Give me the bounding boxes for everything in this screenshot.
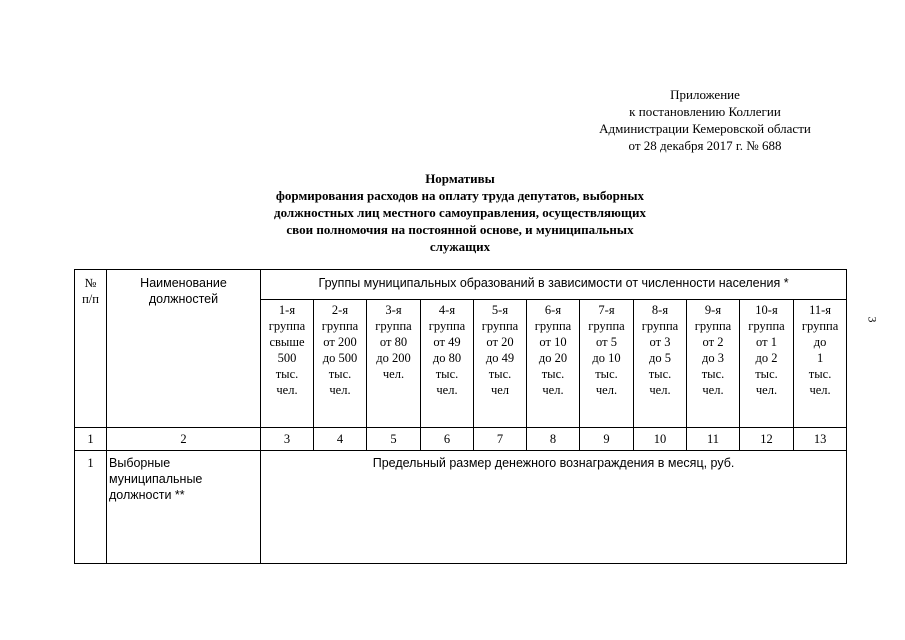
- group-line: чел.: [382, 367, 405, 381]
- group-line: тыс.: [648, 367, 672, 381]
- group-line: 10-я: [755, 303, 778, 317]
- group-line: тыс.: [701, 367, 725, 381]
- norms-table: [74, 269, 847, 564]
- group-line: 7-я: [598, 303, 615, 317]
- group-line: 6-я: [544, 303, 562, 317]
- group-line: группа: [375, 319, 412, 333]
- group-cell-7: [580, 300, 634, 428]
- group-line: от 3: [649, 335, 671, 349]
- group-line: группа: [748, 319, 785, 333]
- group-line: чел.: [702, 383, 724, 397]
- column-number: 5: [367, 428, 421, 451]
- title-line: формирования расходов на оплату труда депутатов, выборных: [275, 188, 645, 203]
- group-line: группа: [534, 319, 572, 333]
- column-number: 2: [107, 428, 261, 451]
- column-number: 9: [580, 428, 634, 451]
- group-line: до 80: [432, 351, 462, 365]
- group-cell-5: [474, 300, 527, 428]
- group-line: чел.: [649, 383, 671, 397]
- group-cell-6: [527, 300, 580, 428]
- group-line: до 2: [755, 351, 778, 365]
- group-line: группа: [481, 319, 519, 333]
- group-line: 9-я: [704, 303, 722, 317]
- group-line: от 1: [756, 335, 777, 349]
- group-cell-10: [740, 300, 794, 428]
- group-line: группа: [694, 319, 732, 333]
- group-line: тыс.: [755, 367, 778, 381]
- appendix-line: от 28 декабря 2017 г. № 688: [628, 138, 782, 153]
- group-line: 1-я: [278, 303, 296, 317]
- col-number-header: [75, 270, 107, 428]
- group-line: тыс.: [488, 367, 512, 381]
- column-number: 7: [474, 428, 527, 451]
- group-line: до 10: [592, 351, 621, 365]
- group-line: группа: [428, 319, 466, 333]
- group-line: 500: [277, 351, 297, 365]
- position-name-line: муниципальные: [109, 472, 203, 486]
- groups-header: Группы муниципальных образований в зависимости от численности населения *: [261, 270, 847, 300]
- position-name-line: Выборные: [109, 456, 171, 470]
- group-line: тыс.: [275, 367, 299, 381]
- group-line: тыс.: [808, 367, 832, 381]
- group-line: чел.: [542, 383, 564, 397]
- position-name-line: должности **: [109, 488, 185, 502]
- group-line: чел.: [809, 383, 831, 397]
- group-line: до 5: [649, 351, 671, 365]
- group-line: до 200: [376, 351, 411, 365]
- header-line: п/п: [82, 292, 99, 306]
- col-name-header: [107, 270, 261, 428]
- group-cell-8: [634, 300, 687, 428]
- appendix-line: Администрации Кемеровской области: [599, 121, 811, 136]
- group-line: до 20: [538, 351, 568, 365]
- title-line: Нормативы: [425, 171, 495, 186]
- column-number: 8: [527, 428, 580, 451]
- column-number: 13: [794, 428, 847, 451]
- group-line: чел.: [595, 383, 618, 397]
- header-line: Наименование: [140, 276, 227, 290]
- group-cell-9: [687, 300, 740, 428]
- group-line: 3-я: [385, 303, 402, 317]
- position-name: [107, 451, 261, 564]
- group-line: от 200: [323, 335, 357, 349]
- column-number: 11: [687, 428, 740, 451]
- group-line: от 80: [379, 335, 408, 349]
- group-line: тыс.: [541, 367, 565, 381]
- title-line: служащих: [429, 239, 491, 254]
- group-line: от 5: [596, 335, 617, 349]
- table-header-row: [75, 270, 847, 300]
- group-line: чел: [490, 383, 510, 397]
- group-line: чел.: [329, 383, 351, 397]
- group-line: от 49: [433, 335, 461, 349]
- title-line: должностных лиц местного самоуправления, осуществляющих: [274, 205, 646, 220]
- group-line: группа: [801, 319, 839, 333]
- group-line: тыс.: [595, 367, 618, 381]
- group-line: до 3: [702, 351, 724, 365]
- group-line: до 500: [322, 351, 358, 365]
- group-line: чел.: [436, 383, 458, 397]
- document-title: [200, 170, 720, 255]
- header-line: №: [84, 276, 97, 290]
- table-row: [75, 451, 847, 564]
- column-number: 10: [634, 428, 687, 451]
- group-line: тыс.: [435, 367, 459, 381]
- group-cell-3: [367, 300, 421, 428]
- column-number: 6: [421, 428, 474, 451]
- column-number: 1: [75, 428, 107, 451]
- appendix-block: [560, 86, 850, 154]
- group-line: от 2: [702, 335, 724, 349]
- column-numbers-row: [75, 428, 847, 451]
- column-number: 4: [314, 428, 367, 451]
- group-cell-2: [314, 300, 367, 428]
- group-line: группа: [588, 319, 625, 333]
- column-number: 12: [740, 428, 794, 451]
- group-cell-1: [261, 300, 314, 428]
- group-cell-4: [421, 300, 474, 428]
- page-number: 3: [865, 316, 880, 323]
- group-cell-11: [794, 300, 847, 428]
- title-line: свои полномочия на постоянной основе, и муниципальных: [286, 222, 634, 237]
- group-line: от 20: [486, 335, 514, 349]
- appendix-line: Приложение: [670, 87, 740, 102]
- group-line: от 10: [539, 335, 567, 349]
- appendix-line: к постановлению Коллегии: [629, 104, 781, 119]
- group-line: 8-я: [651, 303, 669, 317]
- group-line: 11-я: [809, 303, 832, 317]
- group-line: группа: [321, 319, 359, 333]
- group-line: свыше: [269, 335, 305, 349]
- group-line: 2-я: [331, 303, 349, 317]
- group-line: 4-я: [438, 303, 456, 317]
- group-line: 1: [816, 351, 824, 365]
- group-line: до: [813, 335, 827, 349]
- row-number: 1: [75, 451, 107, 564]
- merged-value-cell: Предельный размер денежного вознаграждения в месяц, руб.: [261, 451, 847, 564]
- group-line: 5-я: [491, 303, 509, 317]
- group-line: тыс.: [328, 367, 352, 381]
- group-line: до 49: [485, 351, 515, 365]
- column-number: 3: [261, 428, 314, 451]
- group-line: чел.: [276, 383, 298, 397]
- header-line: должностей: [148, 292, 219, 306]
- group-line: чел.: [755, 383, 778, 397]
- group-line: группа: [268, 319, 306, 333]
- group-line: группа: [641, 319, 679, 333]
